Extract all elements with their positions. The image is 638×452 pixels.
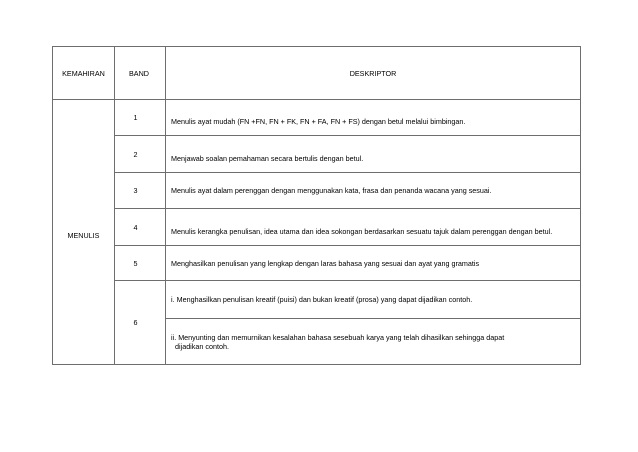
descriptor-text: Menghasilkan penulisan yang lengkap dengan laras bahasa yang sesuai dan ayat yang gramatis [166,246,581,281]
header-row [53,47,581,100]
band-number: 3 [115,173,166,209]
table-row [53,100,581,136]
band-descriptor-table [52,46,581,365]
descriptor-text: i. Menghasilkan penulisan kreatif (puisi) dan bukan kreatif (prosa) yang dapat dijadikan contoh. [166,281,581,319]
band-number: 6 [115,281,166,365]
table-row [53,281,581,319]
descriptor-line: dijadikan contoh. [175,341,229,351]
descriptor-text: Menulis kerangka penulisan, idea utama dan idea sokongan berdasarkan sesuatu tajuk dalam perenggan dengan betul. [166,209,581,246]
band-number: 5 [115,246,166,281]
descriptor-text-multiline [166,319,581,365]
table-row [53,136,581,173]
table-row [53,173,581,209]
band-number: 2 [115,136,166,173]
header-band: BAND [115,47,166,100]
descriptor-text: Menulis ayat mudah (FN +FN, FN + FK, FN + FA, FN + FS) dengan betul melalui bimbingan. [166,100,581,136]
descriptor-text: Menulis ayat dalam perenggan dengan menggunakan kata, frasa dan penanda wacana yang sesuai. [166,173,581,209]
descriptor-text: Menjawab soalan pemahaman secara bertulis dengan betul. [166,136,581,173]
table-row [53,209,581,246]
descriptor-line: ii. Menyunting dan memurnikan kesalahan bahasa sesebuah karya yang telah dihasilkan sehingga dapat [171,332,505,342]
table-row [53,246,581,281]
header-kemahiran: KEMAHIRAN [53,47,115,100]
band-number: 1 [115,100,166,136]
header-deskriptor: DESKRIPTOR [166,47,581,100]
band-number: 4 [115,209,166,246]
skill-cell: MENULIS [53,100,115,365]
